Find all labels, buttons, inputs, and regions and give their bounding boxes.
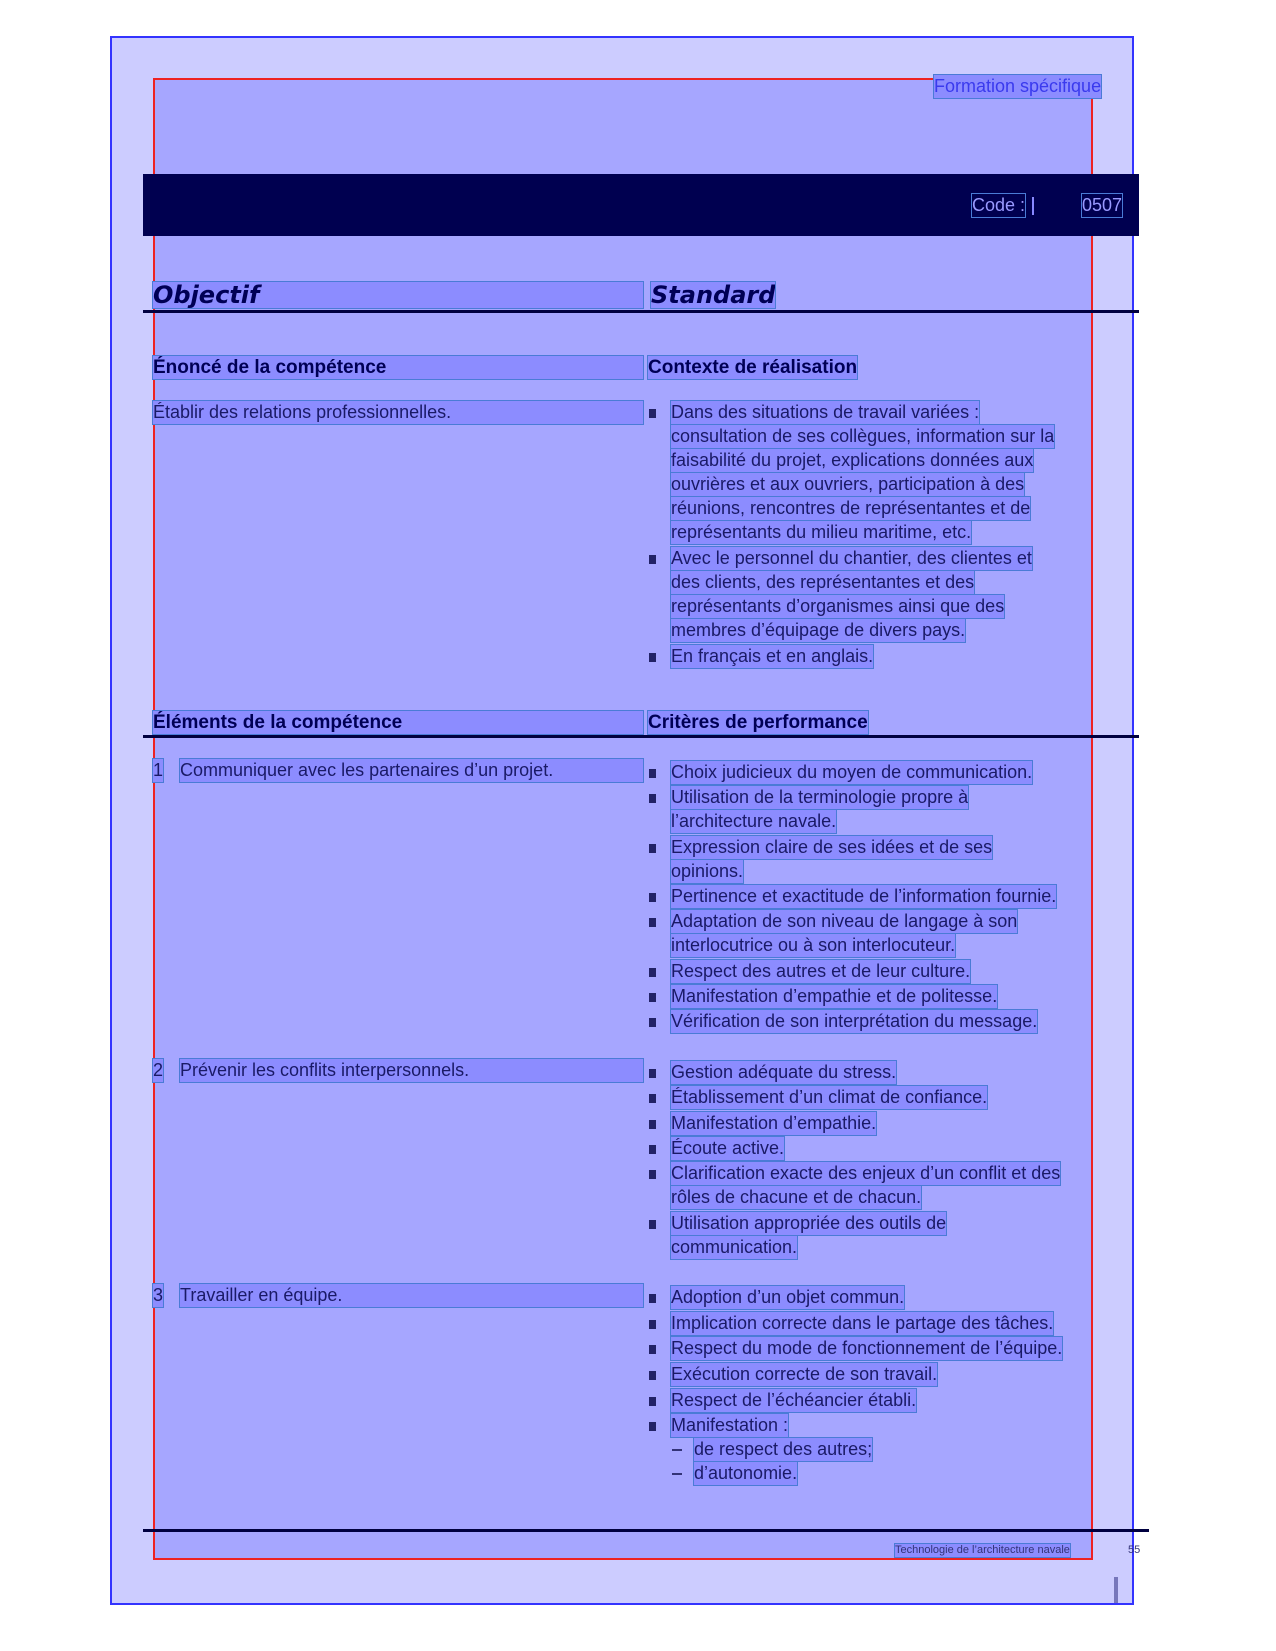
dash-icon [672, 1473, 682, 1475]
contexte-item-1-line-1: Dans des situations de travail variées : [671, 402, 980, 422]
column-title-standard: Standard [651, 281, 776, 309]
rule-bottom [143, 1529, 1149, 1532]
bullet-icon [649, 1422, 656, 1431]
criterion-2-5-line-1: Clarification exacte des enjeux d’un conflit et des [671, 1163, 1061, 1183]
dash-icon [672, 1449, 682, 1451]
contexte-item-2-line-1: Avec le personnel du chantier, des clientes et [671, 548, 1032, 568]
bullet-icon [649, 1294, 656, 1303]
sub-criterion-2: d’autonomie. [694, 1463, 798, 1483]
column-title-objectif: Objectif [153, 282, 643, 308]
footer-page-number: 55 [1128, 1544, 1141, 1556]
criterion-2-5-line-2: rôles de chacune et de chacun. [671, 1187, 922, 1207]
program-section-label: Formation spécifique [934, 76, 1102, 96]
criterion-1-3-line-1: Expression claire de ses idées et de ses [671, 837, 993, 857]
criterion-1-4: Pertinence et exactitude de l’information fournie. [671, 886, 1057, 906]
code-separator [1032, 197, 1034, 215]
contexte-item-3-line-1: En français et en anglais. [671, 646, 874, 666]
criterion-2-3: Manifestation d’empathie. [671, 1113, 877, 1133]
contexte-item-2-line-2: des clients, des représentantes et des [671, 572, 975, 592]
criterion-1-6: Respect des autres et de leur culture. [671, 961, 971, 981]
bullet-icon [649, 1018, 656, 1027]
bullet-icon [649, 918, 656, 927]
criterion-1-2-line-1: Utilisation de la terminologie propre à [671, 787, 969, 807]
bullet-icon [649, 1371, 656, 1380]
footer-program: Technologie de l’architecture navale [895, 1544, 1070, 1556]
bullet-icon [649, 794, 656, 803]
element-1-number: 1 [153, 760, 164, 780]
contexte-item-1-line-2: consultation de ses collègues, information sur la [671, 426, 1055, 446]
competence-statement: Établir des relations professionnelles. [153, 401, 643, 424]
criterion-3-1: Adoption d’un objet commun. [671, 1287, 905, 1307]
criterion-1-2-line-2: l’architecture navale. [671, 811, 837, 831]
heading-contexte: Contexte de réalisation [648, 357, 858, 378]
criterion-3-5: Respect de l’échéancier établi. [671, 1390, 917, 1410]
element-3-number: 3 [153, 1285, 164, 1305]
contexte-item-2-line-4: membres d’équipage de divers pays. [671, 620, 966, 640]
bullet-icon [649, 409, 656, 418]
bullet-icon [649, 1220, 656, 1229]
criterion-2-2: Établissement d’un climat de confiance. [671, 1087, 988, 1107]
bullet-icon [649, 968, 656, 977]
criterion-1-5-line-2: interlocutrice ou à son interlocuteur. [671, 935, 956, 955]
heading-criteres: Critères de performance [648, 712, 868, 733]
element-3-text: Travailler en équipe. [180, 1284, 643, 1307]
element-2-number: 2 [153, 1060, 164, 1080]
bullet-icon [649, 1120, 656, 1129]
heading-enonce: Énoncé de la compétence [153, 356, 643, 379]
criterion-2-1: Gestion adéquate du stress. [671, 1062, 897, 1082]
criterion-2-4: Écoute active. [671, 1138, 785, 1158]
bullet-icon [649, 653, 656, 662]
bullet-icon [649, 769, 656, 778]
contexte-item-1-line-3: faisabilité du projet, explications données aux [671, 450, 1034, 470]
bullet-icon [649, 1397, 656, 1406]
criterion-1-8: Vérification de son interprétation du message. [671, 1011, 1038, 1031]
bullet-icon [649, 1170, 656, 1179]
criterion-2-6-line-1: Utilisation appropriée des outils de [671, 1213, 947, 1233]
criterion-3-3: Respect du mode de fonctionnement de l’équipe. [671, 1338, 1063, 1358]
contexte-item-1-line-6: représentants du milieu maritime, etc. [671, 522, 972, 542]
sub-criterion-1: de respect des autres; [694, 1439, 873, 1459]
bullet-icon [649, 1145, 656, 1154]
bullet-icon [649, 1069, 656, 1078]
bullet-icon [649, 1320, 656, 1329]
criterion-1-5-line-1: Adaptation de son niveau de langage à son [671, 911, 1018, 931]
element-1-text: Communiquer avec les partenaires d’un projet. [180, 759, 643, 782]
bullet-icon [649, 844, 656, 853]
criterion-3-4: Exécution correcte de son travail. [671, 1364, 938, 1384]
bullet-icon [649, 993, 656, 1002]
code-label: Code : [972, 195, 1026, 215]
rule-top [143, 310, 1139, 313]
contexte-item-2-line-3: représentants d’organismes ainsi que des [671, 596, 1005, 616]
footer-mark [1114, 1577, 1118, 1603]
element-2-text: Prévenir les conflits interpersonnels. [180, 1059, 643, 1082]
criterion-1-1: Choix judicieux du moyen de communication. [671, 762, 1033, 782]
code-value: 0507 [1082, 195, 1123, 215]
bullet-icon [649, 893, 656, 902]
criterion-3-6: Manifestation : [671, 1415, 789, 1435]
criterion-1-3-line-2: opinions. [671, 861, 744, 881]
heading-elements: Éléments de la compétence [153, 711, 643, 734]
bullet-icon [649, 1094, 656, 1103]
bullet-icon [649, 555, 656, 564]
criterion-1-7: Manifestation d’empathie et de politesse. [671, 986, 998, 1006]
rule-middle [143, 735, 1139, 738]
criterion-2-6-line-2: communication. [671, 1237, 798, 1257]
contexte-item-1-line-5: réunions, rencontres de représentantes et de [671, 498, 1031, 518]
criterion-3-2: Implication correcte dans le partage des tâches. [671, 1313, 1054, 1333]
bullet-icon [649, 1345, 656, 1354]
contexte-item-1-line-4: ouvrières et aux ouvriers, participation à des [671, 474, 1025, 494]
